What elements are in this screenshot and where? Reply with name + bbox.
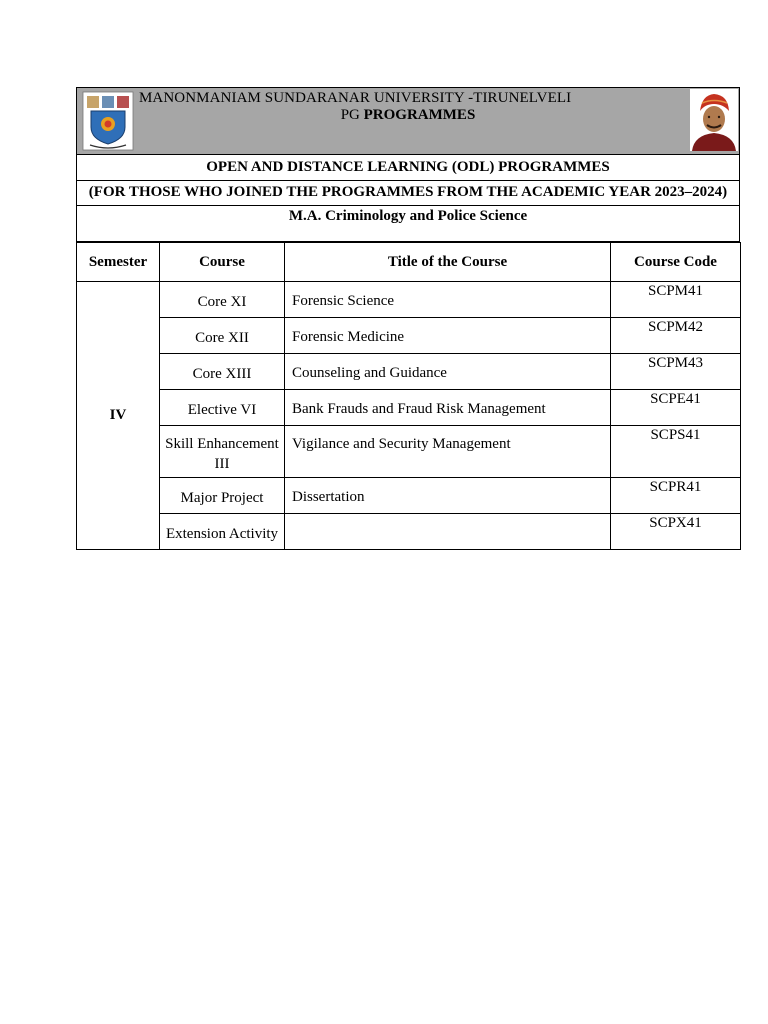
course-cell: Core XIII — [160, 354, 285, 390]
course-cell: Core XII — [160, 318, 285, 354]
semester-cell: IV — [77, 282, 160, 550]
header-code: Course Code — [611, 243, 741, 282]
title-cell — [285, 514, 611, 550]
code-cell: SCPR41 — [611, 478, 741, 514]
programme-type: PG PROGRAMMES — [340, 107, 476, 123]
header-course: Course — [160, 243, 285, 282]
title-cell: Bank Frauds and Fraud Risk Management — [285, 390, 611, 426]
table-row — [77, 390, 741, 426]
table-row — [77, 318, 741, 354]
code-cell: SCPE41 — [611, 390, 741, 426]
course-cell: Major Project — [160, 478, 285, 514]
code-cell: SCPS41 — [611, 426, 741, 478]
title-cell: Forensic Science — [285, 282, 611, 318]
course-cell: Skill Enhancement III — [160, 426, 285, 478]
university-name: MANONMANIAM SUNDARANAR UNIVERSITY -TIRUNELVELI — [139, 90, 572, 106]
degree-banner: M.A. Criminology and Police Science — [76, 206, 740, 242]
course-cell: Extension Activity — [160, 514, 285, 550]
table-row — [77, 478, 741, 514]
code-cell: SCPM41 — [611, 282, 741, 318]
table-row — [77, 514, 741, 550]
course-table — [76, 242, 741, 550]
table-row — [77, 426, 741, 478]
academic-year-banner: (FOR THOSE WHO JOINED THE PROGRAMMES FROM THE ACADEMIC YEAR 2023–2024) — [76, 181, 740, 206]
title-cell: Forensic Medicine — [285, 318, 611, 354]
course-cell: Elective VI — [160, 390, 285, 426]
course-cell: Core XI — [160, 282, 285, 318]
header-semester: Semester — [77, 243, 160, 282]
title-cell: Vigilance and Security Management — [285, 426, 611, 478]
header-title: Title of the Course — [285, 243, 611, 282]
table-row — [77, 354, 741, 390]
code-cell: SCPX41 — [611, 514, 741, 550]
table-row — [77, 282, 741, 318]
odl-banner: OPEN AND DISTANCE LEARNING (ODL) PROGRAMMES — [76, 155, 740, 181]
title-cell: Counseling and Guidance — [285, 354, 611, 390]
code-cell: SCPM43 — [611, 354, 741, 390]
document-sheet — [76, 87, 740, 550]
table-header-row — [77, 243, 741, 282]
university-header — [76, 87, 740, 155]
code-cell: SCPM42 — [611, 318, 741, 354]
poet-portrait-icon — [690, 89, 738, 151]
title-cell: Dissertation — [285, 478, 611, 514]
